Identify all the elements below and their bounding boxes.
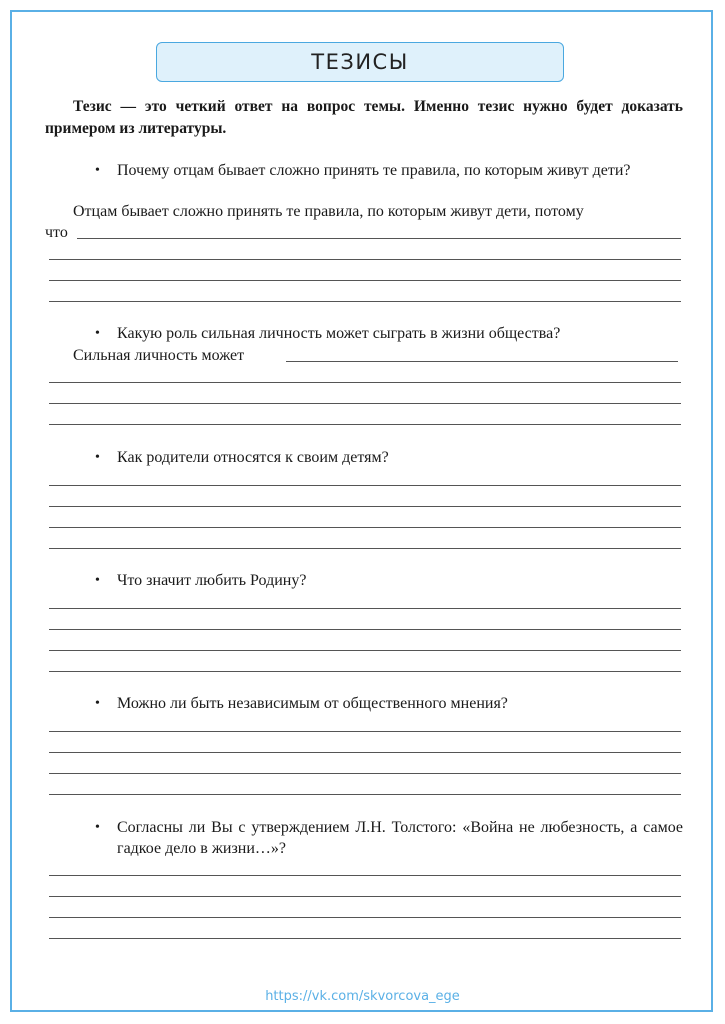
question-6 — [95, 817, 683, 859]
bullet-icon: • — [95, 696, 100, 711]
answer-line[interactable] — [286, 361, 678, 362]
question-text: Можно ли быть независимым от общественного мнения? — [117, 695, 508, 712]
answer-line[interactable] — [49, 485, 681, 486]
answer-line[interactable] — [49, 650, 681, 651]
answer-line[interactable] — [49, 527, 681, 528]
answer-line[interactable] — [49, 731, 681, 732]
question-text: Что значит любить Родину? — [117, 572, 307, 589]
answer-line[interactable] — [49, 382, 681, 383]
answer-line[interactable] — [49, 752, 681, 753]
answer-starter: Сильная личность может — [73, 347, 245, 364]
question-text: Какую роль сильная личность может сыграть в жизни общества? — [117, 325, 561, 342]
question-5 — [95, 693, 683, 714]
answer-line[interactable] — [49, 280, 681, 281]
answer-line[interactable] — [49, 424, 681, 425]
answer-line[interactable] — [49, 875, 681, 876]
bullet-icon: • — [95, 326, 100, 341]
answer-line[interactable] — [49, 608, 681, 609]
intro-text: Тезис — это четкий ответ на вопрос темы. Именно тезис нужно будет доказать примером из литературы. — [45, 98, 683, 137]
question-1 — [95, 160, 683, 181]
answer-line[interactable] — [49, 403, 681, 404]
bullet-icon: • — [95, 450, 100, 465]
answer-line[interactable] — [49, 629, 681, 630]
question-text: Как родители относятся к своим детям? — [117, 449, 389, 466]
answer-line[interactable] — [77, 238, 681, 239]
question-text: Почему отцам бывает сложно принять те правила, по которым живут дети? — [117, 162, 631, 179]
answer-line[interactable] — [49, 301, 681, 302]
answer-line[interactable] — [49, 917, 681, 918]
question-3 — [95, 447, 683, 468]
answer-line[interactable] — [49, 938, 681, 939]
page-title: ТЕЗИСЫ — [156, 42, 564, 82]
question-4 — [95, 570, 683, 591]
answer-line[interactable] — [49, 548, 681, 549]
answer-line[interactable] — [49, 896, 681, 897]
bullet-icon: • — [95, 820, 100, 835]
answer-line[interactable] — [49, 794, 681, 795]
answer-starter: Отцам бывает сложно принять те правила, по которым живут дети, потому — [73, 203, 584, 220]
answer-starter: что — [45, 224, 68, 241]
answer-line[interactable] — [49, 259, 681, 260]
bullet-icon: • — [95, 163, 100, 178]
question-2 — [95, 323, 683, 344]
answer-line[interactable] — [49, 773, 681, 774]
footer-link[interactable]: https://vk.com/skvorcova_ege — [265, 989, 460, 1004]
answer-line[interactable] — [49, 506, 681, 507]
question-text: Согласны ли Вы с утверждением Л.Н. Толстого: «Война не любезность, а самое гадкое дело в жизни…»? — [117, 819, 683, 857]
bullet-icon: • — [95, 573, 100, 588]
answer-line[interactable] — [49, 671, 681, 672]
